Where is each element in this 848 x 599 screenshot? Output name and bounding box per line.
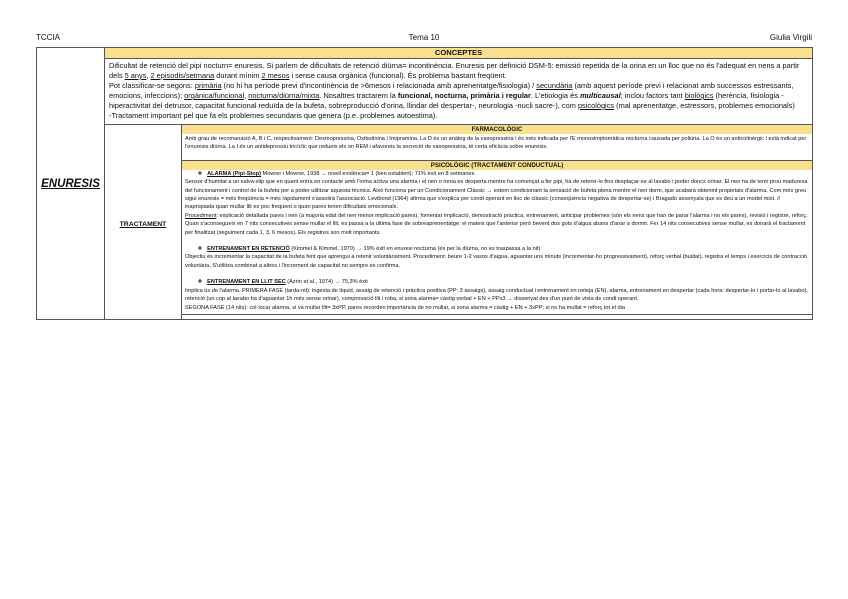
tractament-label: TRACTAMENT [119,220,167,228]
farmacologic-section [182,125,813,161]
conceptes-title: CONCEPTES [105,48,813,59]
llit-sec-text-2: SEGONA FASE (14 nits): col·locar alarma, si va mullar llit= 3xPP, pares recorden importància de no mullar, si sona alarma = càstig + EN + 3xPP; si no ha mullat = reforç tot el dia [185,304,625,311]
alarma-text: Sensor d'humitat a un salva-slip que en quant entra en contacte amb l'orina activa una alarma i el nen o nena es desperta mentre ha començat a fer pipi, ha de retenir-lo fins desplaçar-se al lavabo i poder doncs orinar. El nen ha de tenir prou maduresa del funcionament i control de la bufeta per a poder utilitzar aquesta tècnica. Això funciona per un Condicionament Clàssic → estem condicionant la sensació de bufeta plena mentre el nen dorm, que acabarà obtenint propietats d'alarma. Com més greu sigui enuresis = més freqüència = més ràpidament s'assolirà l'associació. Levibond (1964) afirma que s'explica per condi operant en lloc de clàssic (conseqüència negativa de despertar-se) i Bragado assenyala que es deu a un model mixt. // inapropiada quan mullar llit es poc freqüent o quan pares tenen dificultats emocionals. [185,179,808,211]
diamond-bullet-icon: ❖ [197,279,203,286]
llit-sec-heading: ❖ ENTRENAMENT EN LLIT SEC (Azrin et al., 1974) → 75,3% èxit [197,279,368,286]
farmacologic-text: Amb grau de recomanació A, B i C, respectivament: Desmopressina, Oxibutinina i Imipramina. La D és un anàleg de la vasopressina i és més indicada per l'E monosimptomàtica nocturna causada per poliúria. La O és un anticolinèrgic i està indicat per l'enuresis diürna. La I és un antidepressiu tricíclic que redueix els on REM i afavoreix la secreció de vasopressina, té certa eficàcia sobre enuresis. [185,136,807,151]
header-center-text: Tema 10 [408,33,440,42]
farmacologic-title: FARMACOLÒGIC [182,125,812,134]
retencio-text: Objectiu és incrementar la capacitat de la bufeta fent que aprengui a retenir voluntàriament. Procediment: beure 1-2 vasos d'aigua, aguantar uns minuts (incrementar-ho progressivament), reforç verbal (buidat), registra el temps i exercicis de contracció voluntària. S'utilitza combinat a altres i l'increment de capacitat no sempre es confirma. [185,254,807,269]
diamond-bullet-icon: ❖ [197,170,203,177]
diamond-bullet-icon: ❖ [197,246,203,253]
tractament-cell [105,125,182,320]
content-table [36,47,813,320]
header-right-text: Giulia Virgili [769,33,812,42]
topic-cell [37,48,105,320]
page-header [36,33,812,45]
conceptes-body [105,59,813,125]
llit-sec-text-1: Implica ús de l'alarma. PRIMERA FASE (tarda-nit): ingesta de líquid, assaig de retenció i pràctica positiva (PP: 3 assaigs), assaig conductual i entrenament en neteja (EN), alarma, entrenament en despertar (cada hora: despertar-lo i portar-lo al lavabo), retenció (un cop al lavabo ha d'aguantar 1h més sense orinar), comprovació llit i roba, si sona alarma= càstig verbal + EN + PPx3 → dissenyat des d'un punt de vista de condi operant. [185,287,808,303]
header-left-text: TCCIA [36,33,60,42]
psicologic-title: PSICOLÒGIC (TRACTAMENT CONDUCTUAL) [182,161,812,170]
alarma-heading: ❖ ALARMA (Pipi-Stop) Mowrer i Mowrer, 1938 → nivell evidència= 1 (ben establert); 71% èxit en 8 setmanes [197,170,475,177]
retencio-heading: ❖ ENTRENAMENT EN RETENCIÓ (Kimmel & Kimmel, 1970) → 19% èxit en enuresi nocturna (és per la diürna, no es traspassa a la nit) [197,246,541,253]
topic-label: ENURESIS [41,178,100,191]
conceptes-paragraph-2: Pot classificar-se segons: primària (no hi ha període previ d'incontinència de >6mesos i relacionada amb aprenentatge/fisiologia) / secundària (amb aquest període previ i relacionat amb successos estressants, emocions, infeccions); orgànica/funcional, nocturna/diürna/mixta. Nosaltres tractarem la funcional, nocturna, primària i regular. L'etiologia és multicausal; inclou factors tant biològics (herència, fisiologia -hiperactivitat del detrusor, capacitat funcional reduïda de la bufeta, sobreproducció d'orina, llindar del despertar-, neurologia -nucli sacre-), com psicològics (mal aprenentatge, estressors, problemes emocionals) [109,81,795,110]
conceptes-paragraph-1: Dificultat de retenció del pipi nocturn= enuresis. Si parlem de dificultats de retenció diürna= incontinència. Enuresis per definició DSM-5: emissió repetida de la orina en un lloc que no és l'adequat en nens a partir dels 5 anys, 2 episodis/setmana durant mínim 2 mesos i sense causa orgànica (funcional). És problema bastant freqüent. [109,61,800,80]
psicologic-section [182,160,813,314]
conceptes-paragraph-3: -Tractament important pel que fa els problemes secundaris que genera (p.e. problemes autoestima). [109,111,438,120]
procediment-text: Procediment: explicació detallada pares i nen (a majoria edat del nen menor implicació pares), fomentar implicació, demostració pràctica, entrenament, anticipar problemes (són els nens que han de parar l'alarma i no els pares), revisió i registre, reforç. Quan s'aconsegueix en 7 nits consecutives sense mullar el llit, es passa a la última fase de sobreaprenentatge: el mateix que l'anterior però bevent dos gots d'aigua abans d'anar a dormir. Fer 14 nits consecutives sense mullar, es donarà el tractament per finalitzat (seguiment cada 1, 3, 6 mesos). Els registres son molt importants. [185,212,808,236]
